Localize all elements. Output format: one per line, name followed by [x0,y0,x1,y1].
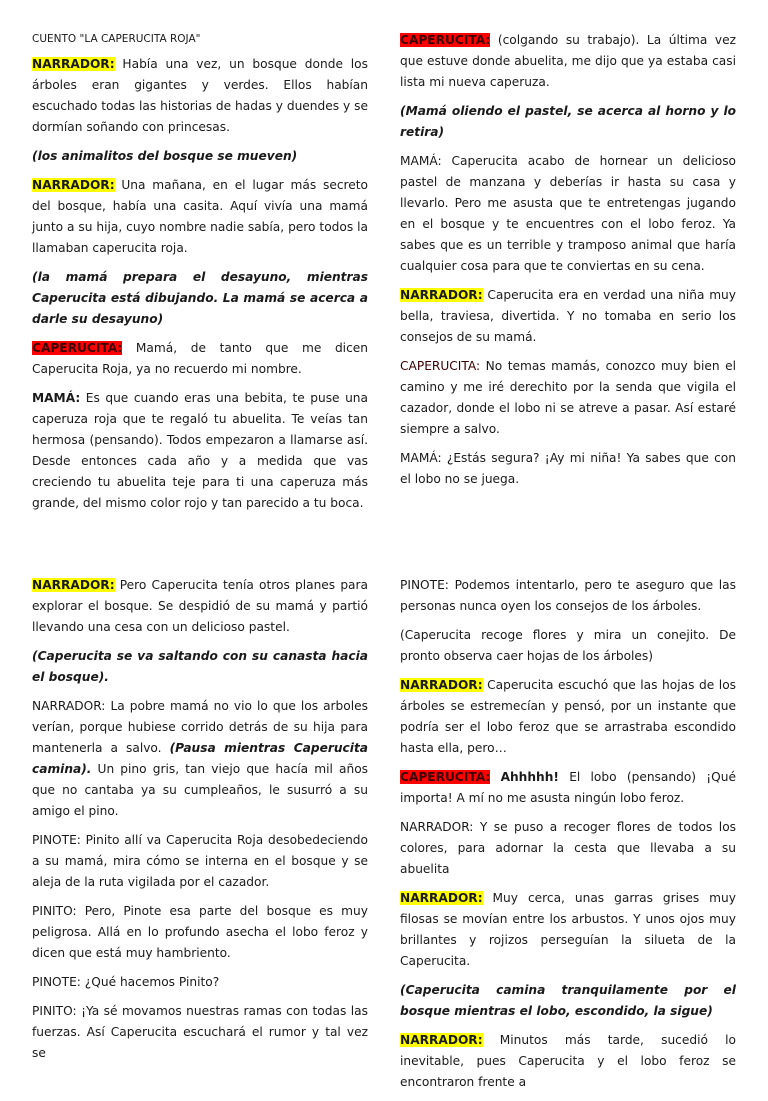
dialogue-paragraph [32,646,368,688]
speaker-label: MAMÁ: [400,154,442,168]
dialogue-paragraph [400,356,736,440]
dialogue-paragraph [400,448,736,490]
dialogue-paragraph [400,625,736,667]
speaker-label: NARRADOR: [32,178,115,192]
dialogue-paragraph [32,338,368,380]
dialogue-text: ¿Estás segura? ¡Ay mi niña! Ya sabes que con el lobo no se juega. [400,451,736,486]
stage-direction: (la mamá prepara el desayuno, mientras Caperucita está dibujando. La mamá se acerca a darle su desayuno) [32,270,368,326]
dialogue-text: Caperucita escuchó que las hojas de los árboles se estremecían y pensó, por un instante que podría ser el lobo feroz que se arrastraba escondido hasta ella, pero… [400,678,736,755]
dialogue-text: Caperucita acabo de hornear un delicioso pastel de manzana y deberías ir hasta su casa y llevarlo. Pero me asusta que te entretengas jugando en el bosque y te encuentres con el lobo feroz. Ya sabes que es un terrible y tramposo animal que haría cualquier cosa para que te conviertas en su cena. [400,154,736,273]
dialogue-paragraph [32,54,368,138]
speaker-label: PINOTE: [32,975,81,989]
dialogue-paragraph [400,101,736,143]
dialogue-text: Había una vez, un bosque donde los árboles eran gigantes y verdes. Ellos habían escuchado todas las historias de hadas y duendes y se dormían soñando con princesas. [32,57,368,134]
exclamation: Ahhhhh! [500,770,559,784]
dialogue-text: El lobo (pensando) ¡Qué importa! A mí no me asusta ningún lobo feroz. [400,770,736,805]
column-bottom-right [400,575,736,1101]
speaker-label: CAPERUCITA: [400,359,481,373]
dialogue-paragraph [400,151,736,277]
dialogue-text: La pobre mamá no vio lo que los arboles verían, porque hubiese corrido detrás de su hija para mantenerla a salvo. [32,699,368,755]
dialogue-text: Caperucita era en verdad una niña muy bella, traviesa, divertida. Y no tomaba en serio los consejos de su mamá. [400,288,736,344]
dialogue-text: Pero, Pinote esa parte del bosque es muy peligrosa. Allá en lo profundo asecha el lobo feroz y dicen que está muy hambriento. [32,904,368,960]
speaker-label: NARRADOR: [400,891,483,905]
dialogue-paragraph [32,175,368,259]
dialogue-text: Es que cuando eras una bebita, te puse una caperuza roja que te regaló tu abuelita. Te veías tan hermosa (pensando). Todos empezaron a llamarse así. Desde entonces cada año y a medida que vas creciendo tu abuelita teje para ti una caperuza más grande, del mismo color rojo y tan parecido a tu boca. [32,391,368,510]
dialogue-paragraph [32,1001,368,1064]
column-bottom-left [32,575,368,1072]
speaker-label: NARRADOR: [32,699,106,713]
dialogue-paragraph [400,1030,736,1093]
dialogue-paragraph [400,30,736,93]
stage-direction: (Pausa mientras Caperucita camina). [32,741,368,776]
speaker-label: NARRADOR: [400,1033,483,1047]
speaker-label: CAPERUCITA: [32,341,123,355]
column-top-left [32,30,368,522]
dialogue-text: Minutos más tarde, sucedió lo inevitable, pues Caperucita y el lobo feroz se encontraron frente a [400,1033,736,1089]
dialogue-text: Pero Caperucita tenía otros planes para explorar el bosque. Se despidió de su mamá y partió llevando una cesa con un delicioso pastel. [32,578,368,634]
speaker-label: NARRADOR: [32,57,115,71]
dialogue-paragraph [400,888,736,972]
dialogue-paragraph [32,146,368,167]
dialogue-paragraph [32,830,368,893]
speaker-label: NARRADOR: [32,578,115,592]
dialogue-text: Mamá, de tanto que me dicen Caperucita Roja, ya no recuerdo mi nombre. [32,341,368,376]
speaker-label: MAMÁ: [400,451,442,465]
dialogue-paragraph [32,388,368,514]
document-title: CUENTO "LA CAPERUCITA ROJA" [32,33,201,45]
speaker-label: NARRADOR: [400,820,474,834]
dialogue-paragraph [400,767,736,809]
dialogue-text: (colgando su trabajo). La última vez que estuve donde abuelita, me dijo que ya estaba casi lista mi nueva caperuza. [400,33,736,89]
dialogue-paragraph [32,267,368,330]
dialogue-text: Una mañana, en el lugar más secreto del bosque, había una casita. Aquí vivía una mamá junto a su hija, cuyo nombre nadie sabía, pero todos la llamaban caperucita roja. [32,178,368,255]
stage-direction: (Caperucita se va saltando con su canasta hacia el bosque). [32,649,368,684]
dialogue-paragraph [32,901,368,964]
speaker-label: PINOTE: [400,578,449,592]
dialogue-text: Podemos intentarlo, pero te aseguro que las personas nunca oyen los consejos de los árboles. [400,578,736,613]
dialogue-paragraph [32,575,368,638]
speaker-label: CAPERUCITA: [400,770,491,784]
dialogue-text: Un pino gris, tan viejo que hacía mil años que no cantaba ya su cumpleaños, le susurró a su amigo el pino. [32,762,368,818]
speaker-label: NARRADOR: [400,678,483,692]
dialogue-text: ¡Ya sé movamos nuestras ramas con todas las fuerzas. Así Caperucita escuchará el rumor y tal vez se [32,1004,368,1060]
speaker-label: PINOTE: [32,833,81,847]
stage-direction: (Caperucita camina tranquilamente por el bosque mientras el lobo, escondido, la sigue) [400,983,736,1018]
dialogue-paragraph [400,817,736,880]
dialogue-text: No temas mamás, conozco muy bien el camino y me iré derechito por la senda que vigila el cazador, donde el lobo ni se atreve a pasar. Así estaré siempre a salvo. [400,359,736,436]
dialogue-paragraph [400,980,736,1022]
dialogue-paragraph [400,575,736,617]
speaker-label: PINITO: [32,1004,77,1018]
dialogue-text: Y se puso a recoger flores de todos los colores, para adornar la cesta que llevaba a su abuelita [400,820,736,876]
speaker-label: PINITO: [32,904,77,918]
column-top-right [400,30,736,498]
dialogue-paragraph [32,972,368,993]
stage-direction: (Mamá oliendo el pastel, se acerca al horno y lo retira) [400,104,736,139]
dialogue-text: Pinito allí va Caperucita Roja desobedeciendo a su mamá, mira cómo se interna en el bosque y se aleja de la ruta vigilada por el cazador. [32,833,368,889]
dialogue-text [490,770,500,784]
stage-direction: (los animalitos del bosque se mueven) [32,149,298,163]
dialogue-paragraph [400,675,736,759]
speaker-label: NARRADOR: [400,288,483,302]
dialogue-paragraph [32,696,368,822]
dialogue-paragraph [400,285,736,348]
dialogue-text: ¿Qué hacemos Pinito? [80,975,220,989]
speaker-label: CAPERUCITA: [400,33,491,47]
dialogue-text: Muy cerca, unas garras grises muy filosas se movían entre los arbustos. Y unos ojos muy brillantes y rojizos perseguían la silueta de la Caperucita. [400,891,736,968]
stage-direction: (Caperucita recoge flores y mira un conejito. De pronto observa caer hojas de los árboles) [400,628,736,663]
speaker-label: MAMÁ: [32,391,81,405]
